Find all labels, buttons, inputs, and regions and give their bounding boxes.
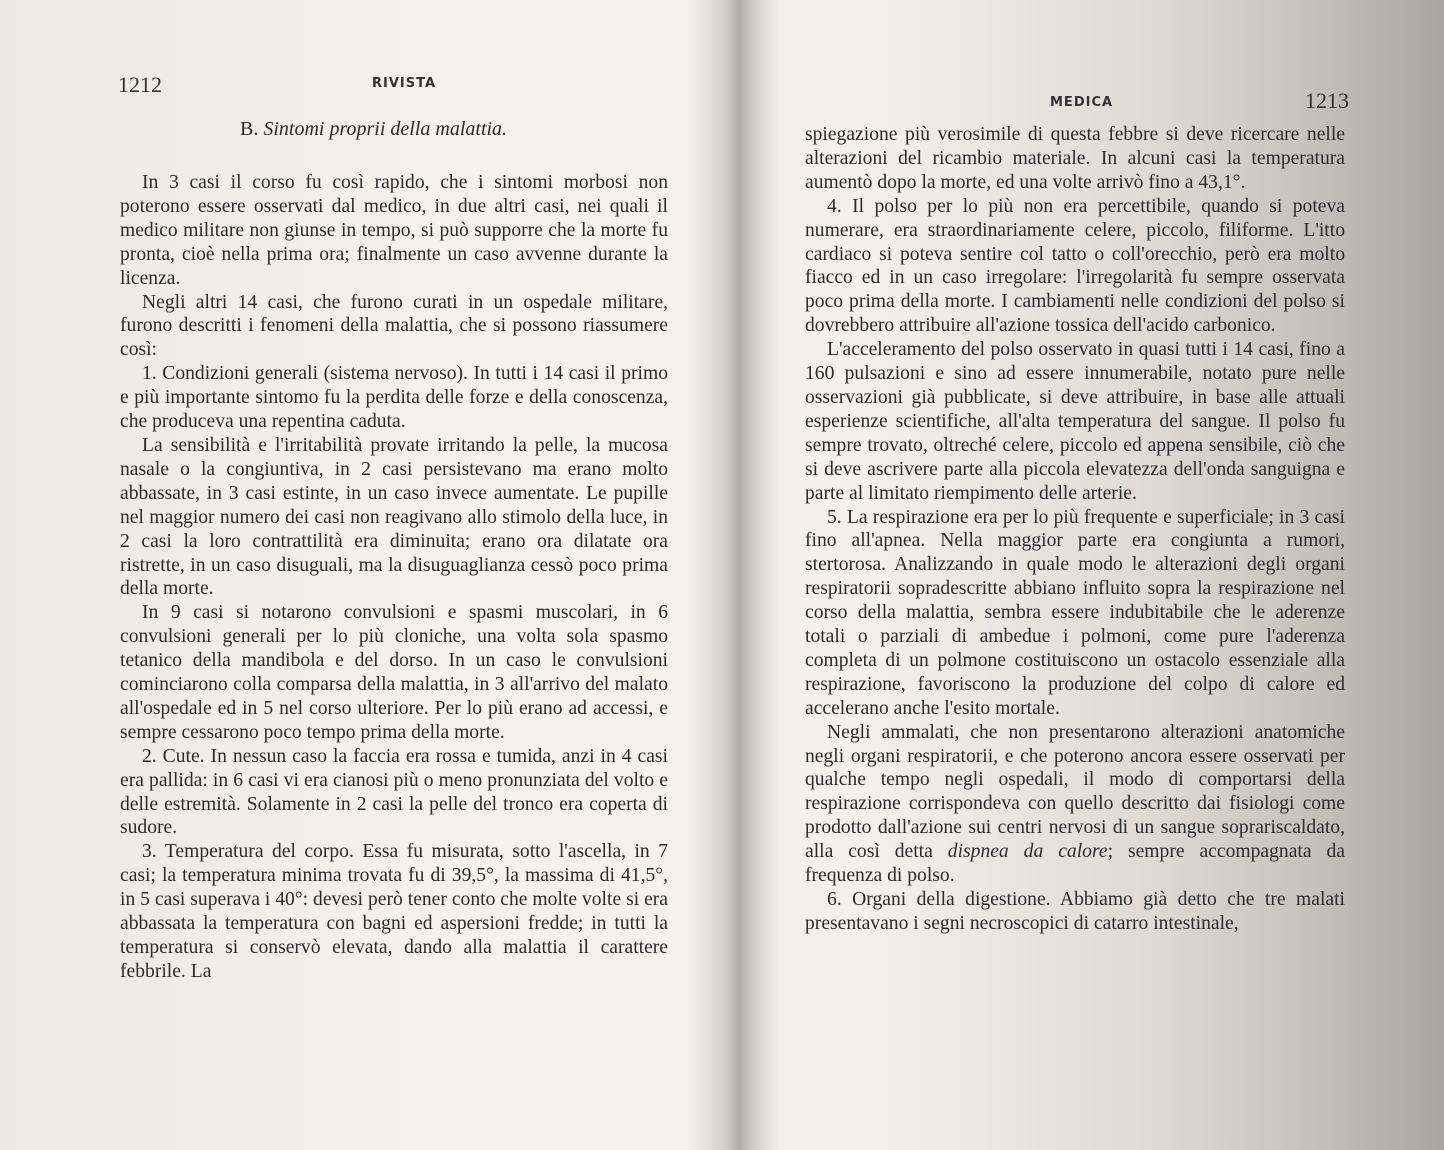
paragraph: 2. Cute. In nessun caso la faccia era rossa e tumida, anzi in 4 casi era pallida: in 6 casi vi era cianosi più o meno pronunziata del volto e delle estremità. Solamente in 2 casi la pelle del tronco era coperta di sudore. [120,745,668,839]
paragraph: 3. Temperatura del corpo. Essa fu misurata, sotto l'ascella, in 7 casi; la temperatura minima trovata fu di 39,5°, la massima di 41,5°, in 5 casi superava i 40°: devesi però tener conto che molte volte si era abbassata la temperatura con bagni ed aspersioni fredde; in tutti la temperatura si conservò elevata, dando alla malattia il carattere febbrile. La [120,841,668,982]
paragraph: 4. Il polso per lo più non era percettibile, quando si poteva numerare, era straordinariamente celere, piccolo, filiforme. L'itto cardiaco si poteva sentire col tatto o coll'orecchio, però era molto fiacco ed in un caso irregolare: l'irregolarità fu sempre osservata poco prima della morte. I cambiamenti nelle condizioni del polso si dovrebbero attribuire all'azione tossica dell'acido carbonico. [805,195,1345,337]
paragraph: 6. Organi della digestione. Abbiamo già detto che tre malati presentavano i segni necroscopici di catarro intestinale, [805,889,1345,934]
page-number: 1212 [118,72,162,97]
paragraph: 5. La respirazione era per lo più frequente e superficiale; in 3 casi fino all'apnea. Nella maggior parte era congiunta a rumori, stertorosa. Analizzando in quale modo le alterazioni degli organi respiratorii sopradescritte abbiano influito sopra la respirazione nel corso della malattia, sembra essere indubitabile che le aderenze totali o parziali di ambedue i polmoni, come pure l'aderenza completa di un polmone costituiscono un ostacolo essenziale alla respirazione, favoriscono la produzione del colpo di calore ed accelerano anche l'esito mortale. [805,506,1345,719]
section-heading [240,118,507,141]
page-number: 1213 [1305,88,1349,113]
left-body-text [120,171,668,984]
paragraph: La sensibilità e l'irritabilità provate irritando la pelle, la mucosa nasale o la congiuntiva, in 2 casi persistevano ma erano molto abbassate, in 3 casi estinte, in un caso invece aumentate. Le pupille nel maggior numero dei casi non reagivano allo stimolo della luce, in 2 casi la loro contrattilità era diminuita; erano ora dilatate ora ristrette, in un caso disuguali, ma la disuguaglianza cessò poco prima della morte. [120,434,668,600]
left-page [0,0,720,1150]
emphasis-phrase: dispnea da calore [947,841,1108,863]
paragraph: In 3 casi il corso fu così rapido, che i sintomi morbosi non poterono essere osservati dal medico, in due altri casi, nei quali il medico militare non giunse in tempo, si può supporre che la morte fu pronta, cioè nella prima ora; finalmente un caso avvenne durante la licenza. [120,172,668,289]
paragraph-tail: ; sempre accompagnata da frequenza di polso. [805,841,1345,887]
paragraph: Negli altri 14 casi, che furono curati in un ospedale militare, furono descritti i fenomeni della malattia, che si possono riassumere così: [120,291,668,361]
section-label: B. [240,118,259,140]
right-page [740,0,1444,1150]
paragraph: L'acceleramento del polso osservato in quasi tutti i 14 casi, fino a 160 pulsazioni e sino ad essere innumerabile, notato pure nelle osservazioni già pubblicate, si deve attribuire, in base alle attuali esperienze scientifiche, all'alta temperatura del sangue. Il polso fu sempre trovato, oltreché celere, piccolo ed appena sensibile, ciò che si deve ascrivere parte alla piccola elevatezza dell'onda sanguigna e parte al limitato riempimento delle arterie. [805,339,1345,504]
right-body-text [805,123,1345,936]
section-title: Sintomi proprii della malattia. [263,118,508,140]
running-head: RIVISTA [372,76,437,91]
paragraph [805,721,1345,888]
running-head: MEDICA [1050,95,1114,110]
paragraph: spiegazione più verosimile di questa febbre si deve ricercare nelle alterazioni del ricambio materiale. In alcuni casi la temperatura aumentò dopo la morte, ed una volte arrivò fino a 43,1°. [805,124,1345,193]
paragraph: 1. Condizioni generali (sistema nervoso). In tutti i 14 casi il primo e più importante sintomo fu la perdita delle forze e della conoscenza, che produceva una repentina caduta. [120,363,668,433]
paragraph: In 9 casi si notarono convulsioni e spasmi muscolari, in 6 convulsioni generali per lo più cloniche, una volta sola spasmo tetanico della mandibola e del dorso. In un caso le convulsioni cominciarono colla comparsa della malattia, in 3 all'arrivo del malato all'ospedale ed in 5 nel corso ulteriore. Per lo più erano ad accessi, e sempre cessarono poco tempo prima della morte. [120,602,668,743]
paragraph-text: Negli ammalati, che non presentarono alterazioni anatomiche negli organi respiratorii, e che poterono ancora essere osservati per qualche tempo negli ospedali, il modo di comportarsi della respirazione corrispondeva con quello descritto dai fisiologi come prodotto dall'azione sui centri nervosi di un sangue soprariscaldato, alla così detta [805,721,1345,863]
